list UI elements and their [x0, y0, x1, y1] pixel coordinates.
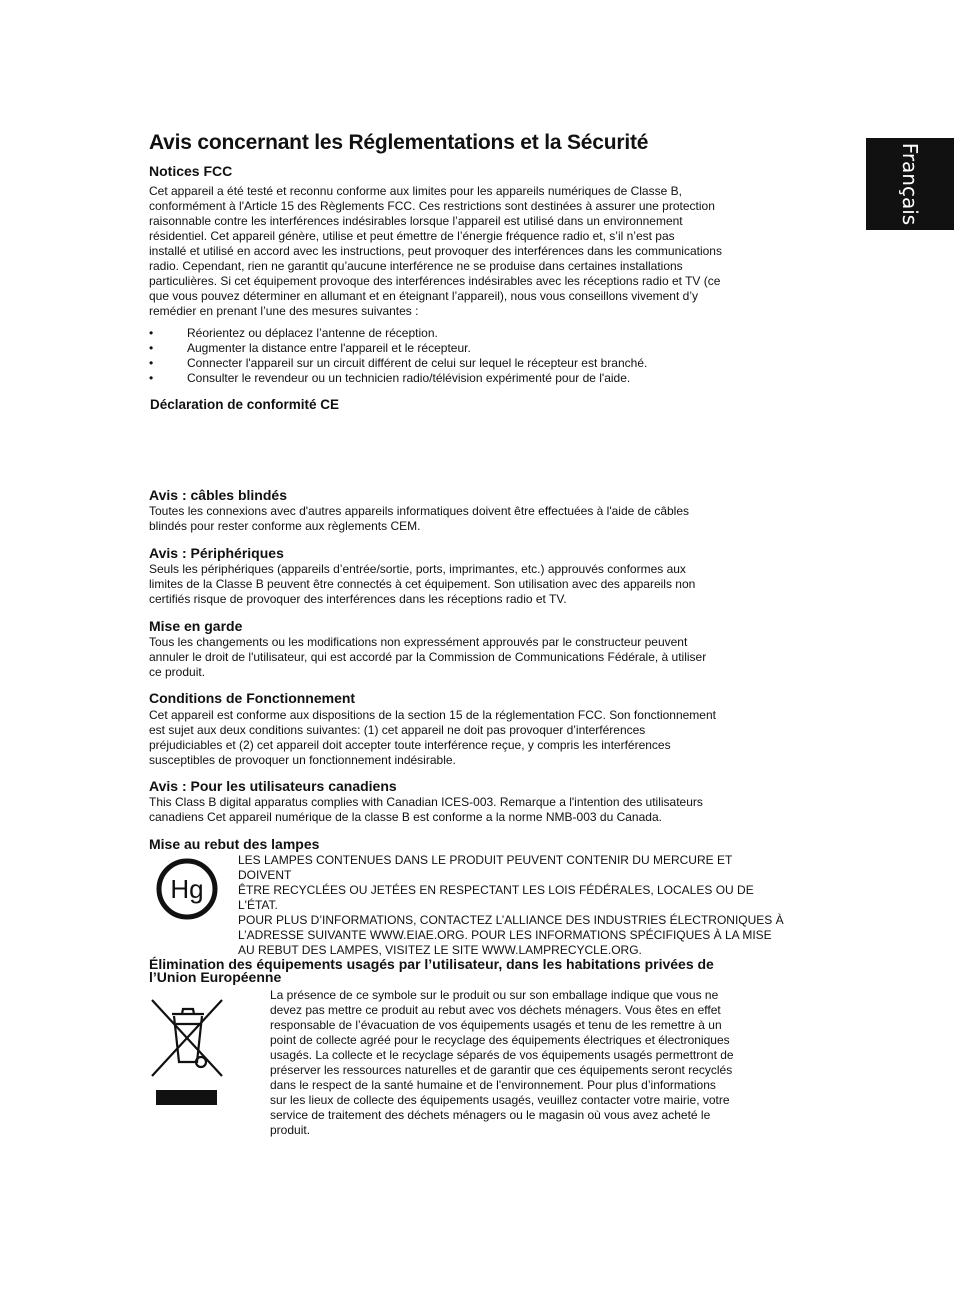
weee-marking-bar: [156, 1090, 217, 1105]
crossed-out-bin-icon: [148, 996, 226, 1080]
weee-line: usagés. La collecte et le recyclage séparés de vos équipements usagés permettront de: [270, 1048, 734, 1062]
page-title: Avis concernant les Réglementations et la Sécurité: [149, 131, 649, 154]
peripherals-line: Seuls les périphériques (appareils d’entrée/sortie, ports, imprimantes, etc.) approuvés conformes aux: [149, 562, 686, 576]
warning-line: ce produit.: [149, 665, 206, 679]
fcc-measures-list: [149, 326, 785, 386]
canada-line: This Class B digital apparatus complies with Canadian ICES-003. Remarque a l'intention des utilisateurs: [149, 795, 703, 809]
weee-heading: [149, 958, 714, 984]
weee-line: dans le respect de la santé humaine et de l'environnement. Pour plus d’informations: [270, 1078, 716, 1092]
cables-paragraph: [149, 504, 785, 534]
conditions-line: est sujet aux deux conditions suivantes: (1) cet appareil ne doit pas provoquer d’interférences: [149, 723, 646, 737]
weee-line: produit.: [270, 1123, 311, 1137]
weee-line: service de traitement des déchets ménagers ou le magasin où vous avez acheté le: [270, 1108, 711, 1122]
hg-icon-text: Hg: [170, 874, 204, 904]
lamps-line: ÊTRE RECYCLÉES OU JETÉES EN RESPECTANT LES LOIS FÉDÉRALES, LOCALES OU DE L'ÉTAT.: [238, 883, 754, 912]
fcc-line: résidentiel. Cet appareil génère, utilise et peut émettre de l’énergie fréquence radio et, s’il n’est pas: [149, 229, 675, 243]
lamps-paragraph: [238, 853, 786, 958]
conditions-line: Cet appareil est conforme aux dispositions de la section 15 de la réglementation FCC. Son fonctionnement: [149, 708, 716, 722]
weee-line: point de collecte agréé pour le recyclage des équipements électriques et électroniques: [270, 1033, 730, 1047]
ce-heading: Déclaration de conformité CE: [150, 397, 340, 412]
language-tab-label: Français: [898, 142, 922, 226]
conditions-line: susceptibles de provoquer un fonctionnement indésirable.: [149, 753, 456, 767]
warning-paragraph: [149, 635, 785, 680]
list-item: • Augmenter la distance entre l'appareil et le récepteur.: [149, 341, 785, 356]
cables-line: Toutes les connexions avec d'autres appareils informatiques doivent être effectuées à l'aide de câbles: [149, 504, 690, 518]
weee-paragraph: [270, 988, 786, 1138]
canada-heading: Avis : Pour les utilisateurs canadiens: [149, 778, 397, 794]
lamps-heading: Mise au rebut des lampes: [149, 836, 320, 852]
fcc-line: installé et utilisé en accord avec les instructions, peut provoquer des interférences dans les communications: [149, 244, 722, 258]
canada-line: canadiens Cet appareil numérique de la classe B est conforme a la norme NMB-003 du Canada.: [149, 810, 662, 824]
canada-paragraph: [149, 795, 785, 825]
fcc-line: raisonnable contre les interférences indésirables lorsque l’appareil est utilisé dans un environnement: [149, 214, 683, 228]
cables-line: blindés pour rester conforme aux règlements CEM.: [149, 519, 421, 533]
weee-line: devez pas mettre ce produit au rebut avec vos déchets ménagers. Vous êtes en effet: [270, 1003, 721, 1017]
fcc-paragraph: [149, 184, 785, 319]
weee-line: sur les lieux de collecte des équipements usagés, veuillez contacter votre mairie, votre: [270, 1093, 730, 1107]
fcc-heading: Notices FCC: [149, 163, 233, 179]
weee-line: responsable de l’évacuation de vos équipements usagés et tenu de les remettre à un: [270, 1018, 722, 1032]
lamps-line: POUR PLUS D’INFORMATIONS, CONTACTEZ L’ALLIANCE DES INDUSTRIES ÉLECTRONIQUES À: [238, 913, 784, 927]
weee-line: préserver les ressources naturelles et de garantir que ces équipements seront recyclés: [270, 1063, 733, 1077]
warning-heading: Mise en garde: [149, 618, 243, 634]
conditions-heading: Conditions de Fonctionnement: [149, 690, 356, 706]
warning-line: Tous les changements ou les modifications non expressément approuvés par le constructeur peuvent: [149, 635, 688, 649]
list-item: • Consulter le revendeur ou un technicien radio/télévision expérimenté pour de l'aide.: [149, 371, 785, 386]
lamps-line: LES LAMPES CONTENUES DANS LE PRODUIT PEUVENT CONTENIR DU MERCURE ET DOIVENT: [238, 853, 733, 882]
fcc-line: que vous pouvez déterminer en allumant et en éteignant l’appareil), nous vous conseillons vivement d’y: [149, 289, 698, 303]
fcc-line: remédier en prenant l’une des mesures suivantes :: [149, 304, 419, 318]
fcc-line: radio. Cependant, rien ne garantit qu’aucune interférence ne se produise dans certaines installations: [149, 259, 683, 273]
peripherals-paragraph: [149, 562, 785, 607]
conditions-line: préjudiciables et (2) cet appareil doit accepter toute interférence reçue, y compris les interférences: [149, 738, 671, 752]
fcc-line: conformément à l'Article 15 des Règlements FCC. Ces restrictions sont destinées à assurer une protection: [149, 199, 715, 213]
lamps-line: AU REBUT DES LAMPES, VISITEZ LE SITE WWW.LAMPRECYCLE.ORG.: [238, 943, 642, 957]
conditions-paragraph: [149, 708, 785, 768]
peripherals-heading: Avis : Périphériques: [149, 545, 284, 561]
language-tab: [866, 138, 954, 230]
lamps-line: L’ADRESSE SUIVANTE WWW.EIAE.ORG. POUR LES INFORMATIONS SPÉCIFIQUES À LA MISE: [238, 928, 772, 942]
list-item: • Connecter l'appareil sur un circuit différent de celui sur lequel le récepteur est branché.: [149, 356, 785, 371]
fcc-line: Cet appareil a été testé et reconnu conforme aux limites pour les appareils numériques de Classe B,: [149, 184, 682, 198]
list-item: • Réorientez ou déplacez l’antenne de réception.: [149, 326, 785, 341]
weee-line: La présence de ce symbole sur le produit ou sur son emballage indique que vous ne: [270, 988, 719, 1002]
mercury-hg-icon: [155, 857, 219, 921]
warning-line: annuler le droit de l'utilisateur, qui est accordé par la Commission de Communications Fédérale, à utiliser: [149, 650, 707, 664]
cables-heading: Avis : câbles blindés: [149, 487, 287, 503]
weee-heading-line: Élimination des équipements usagés par l’utilisateur, dans les habitations privées de: [149, 956, 714, 972]
weee-heading-line: l’Union Européenne: [149, 969, 282, 985]
peripherals-line: limites de la Classe B peuvent être connectés à cet équipement. Son utilisation avec des appareils non: [149, 577, 696, 591]
peripherals-line: certifiés risque de provoquer des interférences dans les réceptions radio et TV.: [149, 592, 567, 606]
fcc-line: particulières. Si cet équipement provoque des interférences indésirables avec les réceptions radio et TV (ce: [149, 274, 721, 288]
